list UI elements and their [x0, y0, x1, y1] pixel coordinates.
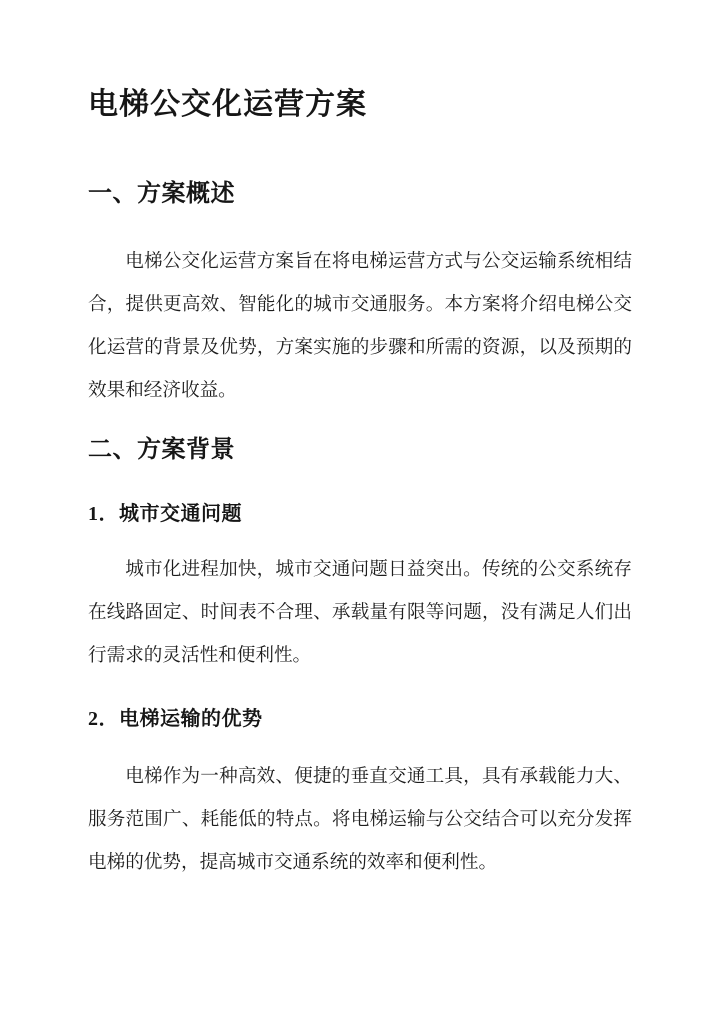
section-heading-overview: 一、方案概述: [88, 181, 235, 207]
paragraph-city-traffic-problem: 城市化进程加快，城市交通问题日益突出。传统的公交系统存在线路固定、时间表不合理、承载量有限等问题，没有满足人们出行需求的灵活性和便利性。: [88, 559, 632, 666]
paragraph-overview: 电梯公交化运营方案旨在将电梯运营方式与公交运输系统相结合，提供更高效、智能化的城市交通服务。本方案将介绍电梯公交化运营的背景及优势，方案实施的步骤和所需的资源，以及预期的效果和经济收益。: [88, 251, 632, 401]
subsection-heading-city-traffic-problem: 1．城市交通问题: [88, 503, 242, 525]
section-heading-background: 二、方案背景: [88, 437, 235, 463]
subsection-heading-elevator-advantages: 2．电梯运输的优势: [88, 708, 263, 730]
document-title: 电梯公交化运营方案: [88, 88, 367, 121]
paragraph-elevator-advantages: 电梯作为一种高效、便捷的垂直交通工具，具有承载能力大、服务范围广、耗能低的特点。将电梯运输与公交结合可以充分发挥电梯的优势，提高城市交通系统的效率和便利性。: [88, 766, 632, 873]
